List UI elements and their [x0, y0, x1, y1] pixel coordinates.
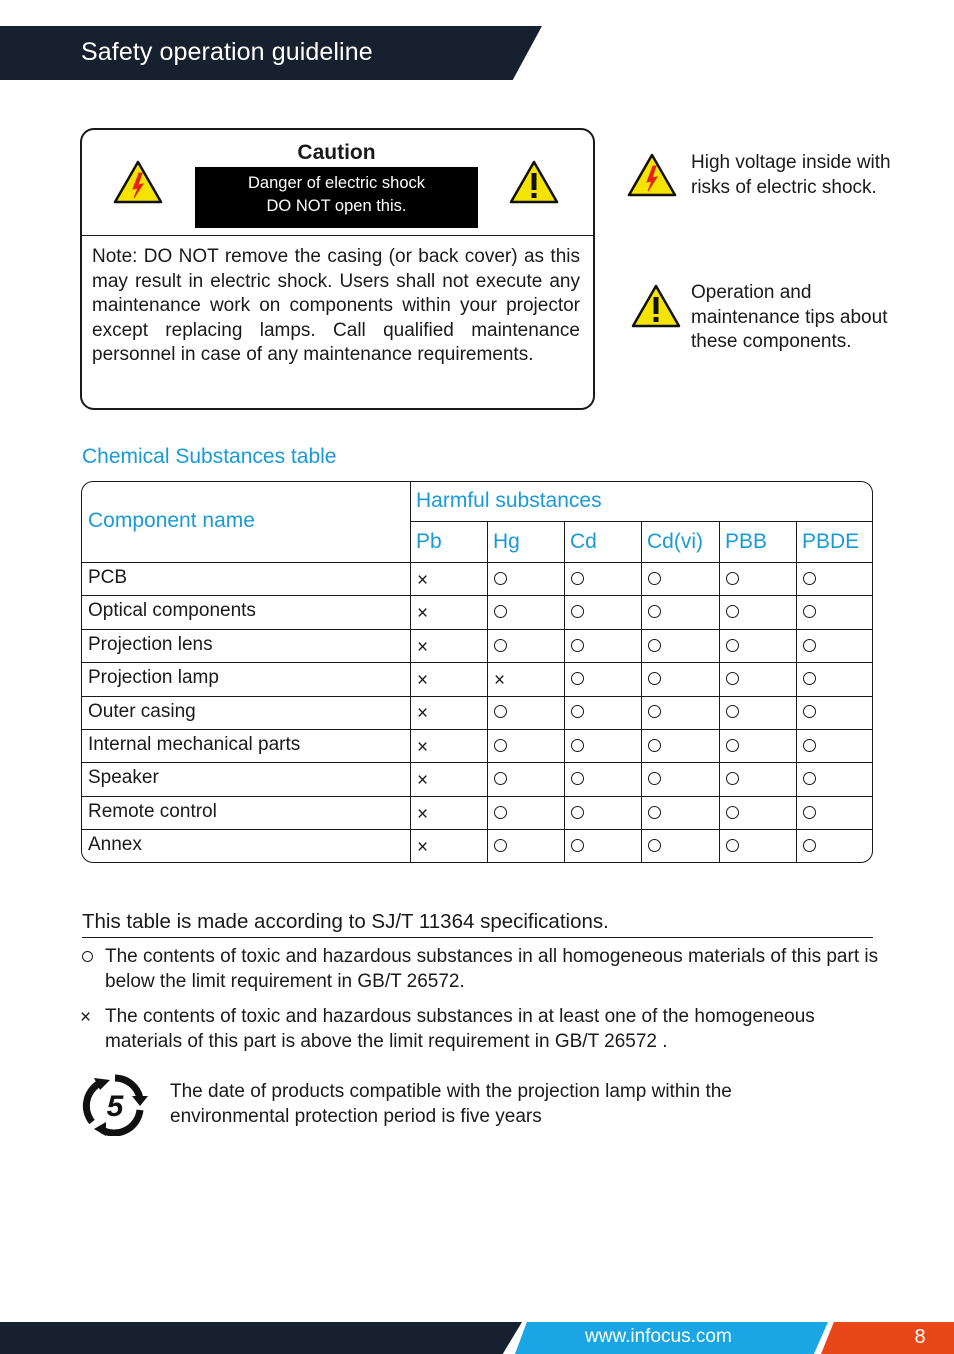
caution-divider — [80, 235, 595, 236]
caution-title: Caution — [195, 140, 478, 167]
above-limit-mark: × — [417, 703, 429, 725]
component-name-cell: Outer casing — [88, 700, 196, 722]
spec-circle-explanation: The contents of toxic and hazardous substances in all homogeneous materials of this part is below the limit requirement in GB/T 26572. — [105, 946, 879, 992]
caution-message — [195, 167, 478, 228]
footer-navy-band — [0, 1322, 522, 1354]
component-name-cell: Optical components — [88, 600, 256, 622]
footer-website-link[interactable]: www.infocus.com — [585, 1326, 732, 1347]
column-rule — [641, 521, 642, 863]
below-limit-mark — [571, 839, 584, 852]
above-limit-mark: × — [417, 836, 429, 858]
below-limit-mark — [494, 839, 507, 852]
below-limit-mark — [803, 839, 816, 852]
below-limit-mark — [571, 572, 584, 585]
above-limit-mark: × — [417, 603, 429, 625]
high-voltage-legend-icon — [627, 153, 677, 197]
column-rule — [796, 521, 797, 863]
below-limit-mark — [726, 739, 739, 752]
below-limit-mark — [648, 639, 661, 652]
below-limit-mark — [494, 605, 507, 618]
table-row-rule — [81, 696, 873, 697]
spec-cross-explanation: The contents of toxic and hazardous substances in at least one of the homogeneous materials of this part is above the limit requirement in GB/T 26572 . — [105, 1006, 815, 1052]
below-limit-mark — [803, 672, 816, 685]
table-row-rule — [81, 829, 873, 830]
above-limit-mark: × — [417, 669, 429, 691]
above-limit-mark: × — [417, 736, 429, 758]
below-limit-mark — [494, 806, 507, 819]
substance-column-header: PBB — [725, 530, 768, 553]
below-limit-mark — [494, 639, 507, 652]
below-limit-mark — [726, 605, 739, 618]
below-limit-mark — [648, 605, 661, 618]
above-limit-mark: × — [417, 770, 429, 792]
below-limit-mark — [726, 839, 739, 852]
below-limit-mark — [571, 772, 584, 785]
spec-title: This table is made according to SJ/T 11364 specifications. — [82, 910, 609, 933]
below-limit-mark — [726, 772, 739, 785]
table-row-rule — [81, 595, 873, 596]
component-column-rule — [410, 481, 411, 863]
harmful-substances-header: Harmful substances — [416, 489, 602, 512]
component-name-cell: Projection lamp — [88, 667, 219, 689]
above-limit-mark: × — [417, 636, 429, 658]
below-limit-mark — [803, 739, 816, 752]
below-limit-mark — [726, 672, 739, 685]
component-name-header: Component name — [88, 509, 255, 532]
substance-column-header: PBDE — [802, 530, 860, 553]
page-title: Safety operation guideline — [81, 38, 373, 66]
below-limit-mark — [803, 639, 816, 652]
component-name-cell: Speaker — [88, 767, 159, 789]
component-name-cell: Annex — [88, 834, 142, 856]
below-limit-mark — [571, 806, 584, 819]
below-limit-mark — [726, 572, 739, 585]
component-name-cell: Remote control — [88, 800, 217, 822]
below-limit-mark — [726, 806, 739, 819]
below-limit-mark — [803, 572, 816, 585]
substance-column-header: Cd — [570, 530, 597, 553]
high-voltage-legend-text: High voltage inside with risks of electric shock. — [691, 152, 891, 198]
component-name-cell: Projection lens — [88, 633, 213, 655]
below-limit-mark — [803, 605, 816, 618]
operation-tips-legend-text: Operation and maintenance tips about these components. — [691, 282, 888, 352]
below-limit-mark — [571, 639, 584, 652]
cross-bullet-icon: × — [80, 1007, 92, 1028]
component-name-cell: Internal mechanical parts — [88, 734, 301, 755]
table-row-rule — [81, 762, 873, 763]
below-limit-mark — [494, 572, 507, 585]
column-rule — [719, 521, 720, 863]
table-row-rule — [81, 662, 873, 663]
above-limit-mark: × — [417, 803, 429, 825]
operation-tips-legend-icon — [631, 284, 681, 328]
below-limit-mark — [803, 806, 816, 819]
above-limit-mark: × — [494, 669, 506, 691]
column-rule — [564, 521, 565, 863]
table-row-rule — [81, 629, 873, 630]
column-rule — [487, 521, 488, 863]
environmental-protection-period-icon — [80, 1074, 150, 1136]
caution-line-2: DO NOT open this. — [266, 197, 407, 215]
below-limit-mark — [494, 739, 507, 752]
table-header-rule — [81, 562, 873, 563]
below-limit-mark — [571, 605, 584, 618]
below-limit-mark — [571, 739, 584, 752]
component-name-cell: PCB — [88, 567, 128, 588]
below-limit-mark — [648, 739, 661, 752]
caution-note: Note: DO NOT remove the casing (or back cover) as this may result in electric shock. Users shall not execute any maintenance work on components within your projector except replacing lamps. Call qualified maintenance personnel in case of any maintenance requirements. — [92, 246, 580, 366]
below-limit-mark — [494, 772, 507, 785]
footer-orange-band — [821, 1322, 954, 1354]
substance-column-header: Pb — [416, 530, 442, 553]
spec-rule — [82, 937, 873, 938]
below-limit-mark — [648, 839, 661, 852]
circle-bullet-icon — [82, 951, 93, 962]
page-number: 8 — [914, 1326, 926, 1348]
table-row-rule — [81, 729, 873, 730]
caution-line-1: Danger of electric shock — [248, 174, 425, 192]
below-limit-mark — [648, 772, 661, 785]
below-limit-mark — [648, 806, 661, 819]
below-limit-mark — [803, 772, 816, 785]
table-row-rule — [81, 796, 873, 797]
exclamation-warning-icon — [509, 160, 559, 204]
electric-shock-warning-icon — [113, 160, 163, 204]
below-limit-mark — [726, 639, 739, 652]
substance-column-header: Hg — [493, 530, 520, 553]
substance-column-header: Cd(vi) — [647, 530, 703, 553]
above-limit-mark: × — [417, 569, 429, 591]
period-years-number: 5 — [106, 1090, 124, 1123]
environment-period-text: The date of products compatible with the projection lamp within the environmental protection period is five years — [170, 1081, 732, 1127]
below-limit-mark — [648, 672, 661, 685]
chemical-table-heading: Chemical Substances table — [82, 445, 337, 468]
below-limit-mark — [571, 672, 584, 685]
below-limit-mark — [648, 572, 661, 585]
